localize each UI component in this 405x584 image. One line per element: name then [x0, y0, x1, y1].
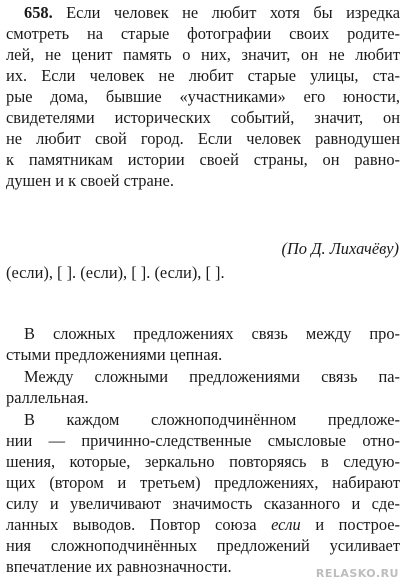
text-line: 658. Если человек не любит хотя бы изредка: [24, 3, 400, 22]
italic-conjunction: если: [271, 515, 301, 534]
text-line: нии — причинно-следственные смысловые отно-: [6, 431, 400, 450]
text-line: шения, которые, зеркально повторяясь в следую-: [6, 452, 400, 471]
exercise-text: [6, 2, 400, 191]
text-line: впечатление их равнозначности.: [6, 557, 232, 576]
text-line: щих (втором и третьем) предложениях, набирают: [6, 473, 400, 492]
text-line: Между сложными предложениями связь па-: [24, 367, 400, 386]
text-line: В сложных предложениях связь между про-: [24, 324, 400, 343]
text-line: ланных выводов. Повтор союза если и построе-: [6, 515, 400, 534]
attribution: (По Д. Лихачёву): [281, 239, 399, 258]
text-line: ния сложноподчинённых предложений усиливает: [6, 536, 400, 555]
text-line: свидетелями исторических событий, значит, он: [6, 108, 400, 127]
analysis-paragraph-1: [6, 323, 400, 365]
analysis-paragraph-3: [6, 409, 400, 577]
text-line: раллельная.: [6, 388, 89, 407]
analysis-paragraph-2: [6, 366, 400, 408]
exercise-number: 658.: [24, 3, 53, 22]
text-line: не любит свой город. Если человек равнодушен: [6, 129, 400, 148]
text-line: В каждом сложноподчинённом предложе-: [24, 410, 400, 429]
sentence-scheme: (если), [ ]. (если), [ ]. (если), [ ].: [6, 263, 225, 282]
text-line: душен и к своей стране.: [6, 171, 174, 190]
text-line: силу и увеличивают значимость сказанного и сде-: [6, 494, 400, 513]
watermark: RELASKO.RU: [315, 567, 399, 580]
text-line: их. Если человек не любит старые улицы, ста-: [6, 66, 400, 85]
text-line: стыми предложениями цепная.: [6, 345, 223, 364]
text-line: рые дома, бывшие «участниками» его юности,: [6, 87, 400, 106]
text-line: к памятникам истории своей страны, он равно-: [6, 150, 400, 169]
text-line: смотреть на старые фотографии своих родите-: [6, 24, 400, 43]
text-line: лей, не ценит память о них, значит, он не любит: [6, 45, 400, 64]
